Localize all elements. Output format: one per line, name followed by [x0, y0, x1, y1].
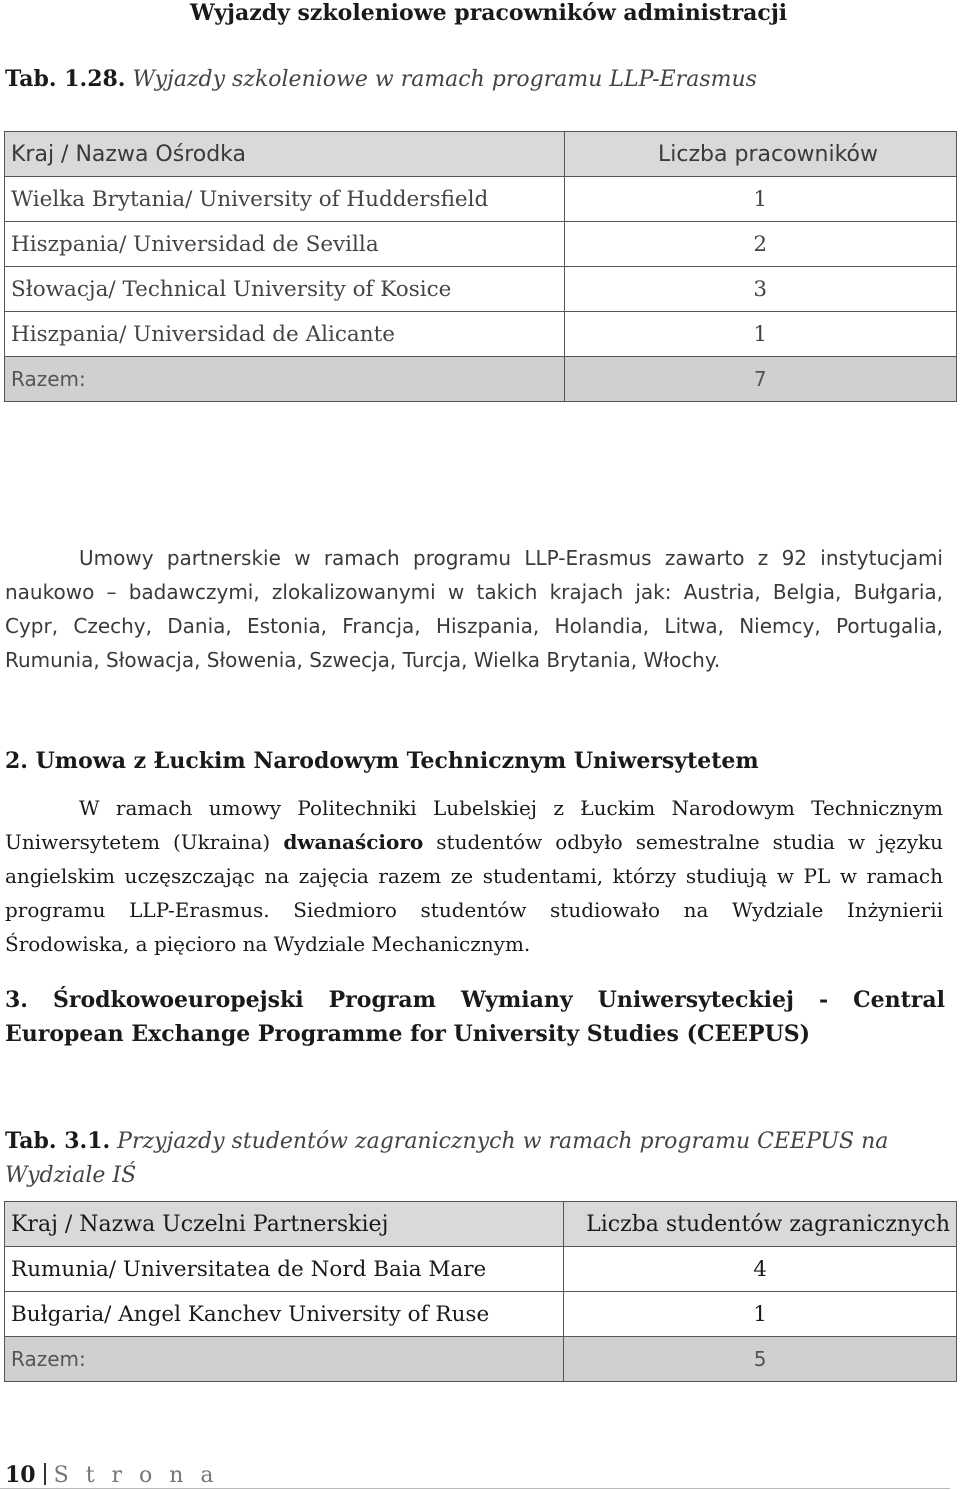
table2-total-label: Razem: [5, 1337, 564, 1382]
table-cell-count: 1 [564, 177, 956, 222]
table2-header-row [5, 1202, 957, 1247]
table2-caption-label: Tab. 3.1. [5, 1128, 111, 1154]
table-cell-country: Hiszpania/ Universidad de Alicante [5, 312, 565, 357]
section2-paragraph [5, 791, 943, 961]
table-row [5, 267, 957, 312]
table-cell-count: 1 [564, 1292, 957, 1337]
table-cell-country: Rumunia/ Universitatea de Nord Baia Mare [5, 1247, 564, 1292]
table-cell-country: Hiszpania/ Universidad de Sevilla [5, 222, 565, 267]
table-row [5, 1247, 957, 1292]
table2-header-count: Liczba studentów zagranicznych [564, 1202, 957, 1247]
section2-bold-word: dwanaścioro [283, 830, 424, 854]
table1-caption-label: Tab. 1.28. [5, 66, 126, 92]
table1-caption-title: Wyjazdy szkoleniowe w ramach programu LLP-Erasmus [132, 67, 757, 92]
table-cell-count: 3 [564, 267, 956, 312]
table1-total-value: 7 [564, 357, 956, 402]
table1-header-country: Kraj / Nazwa Ośrodka [5, 132, 565, 177]
section2-heading: 2. Umowa z Łuckim Narodowym Technicznym Uniwersytetem [5, 748, 759, 774]
table-cell-count: 4 [564, 1247, 957, 1292]
table-row [5, 177, 957, 222]
table-cell-count: 1 [564, 312, 956, 357]
section2-text-after: studentów odbyło semestralne studia w języku angielskim uczęszczając na zajęcia razem ze studentami, którzy studiują w PL w ramach programu LLP-Erasmus. Siedmioro studentów studiowało na Wydziale Inżynierii Środowiska, a pięcioro na Wydziale Mechanicznym. [5, 830, 944, 956]
table-cell-count: 2 [564, 222, 956, 267]
table1-caption [5, 66, 757, 92]
page-number: 10 [5, 1462, 36, 1488]
table1-total-label: Razem: [5, 357, 565, 402]
table2-header-country: Kraj / Nazwa Uczelni Partnerskiej [5, 1202, 564, 1247]
table2-caption [5, 1124, 950, 1193]
table-cell-country: Słowacja/ Technical University of Kosice [5, 267, 565, 312]
section3-heading: 3. Środkowoeuropejski Program Wymiany Uniwersyteckiej - Central European Exchange Programme for University Studies (CEEPUS) [5, 987, 945, 1047]
page-heading: Wyjazdy szkoleniowe pracowników administracji [190, 0, 788, 26]
footer-rule [0, 1488, 950, 1489]
table2-total-row [5, 1337, 957, 1382]
paragraph-partnerships-text: Umowy partnerskie w ramach programu LLP-Erasmus zawarto z 92 instytucjami naukowo – badawczymi, zlokalizowanymi w takich krajach jak: Austria, Belgia, Bułgaria, Cypr, Czechy, Dania, Estonia, Francja, Hiszpania, Holandia, Litwa, Niemcy, Portugalia, Rumunia, Słowacja, Słowenia, Szwecja, Turcja, Wielka Brytania, Włochy. [5, 546, 943, 672]
table1 [4, 131, 957, 402]
section2-text-before: W ramach umowy Politechniki Lubelskiej z Łuckim Narodowym Technicznym Uniwersytetem (Ukraina) [5, 796, 943, 854]
table2 [4, 1201, 957, 1382]
table2-caption-title: Przyjazdy studentów zagranicznych w ramach programu CEEPUS na Wydziale IŚ [5, 1129, 889, 1188]
footer-separator [44, 1463, 46, 1485]
table2-total-value: 5 [564, 1337, 957, 1382]
paragraph-partnerships [5, 541, 943, 677]
table1-total-row [5, 357, 957, 402]
table-cell-country: Bułgaria/ Angel Kanchev University of Ruse [5, 1292, 564, 1337]
footer-strona-label: S t r o n a [53, 1463, 219, 1488]
page-footer [5, 1462, 219, 1488]
table1-header-row [5, 132, 957, 177]
table-row [5, 1292, 957, 1337]
table-row [5, 222, 957, 267]
table-cell-country: Wielka Brytania/ University of Huddersfield [5, 177, 565, 222]
table-row [5, 312, 957, 357]
table1-header-count: Liczba pracowników [564, 132, 956, 177]
